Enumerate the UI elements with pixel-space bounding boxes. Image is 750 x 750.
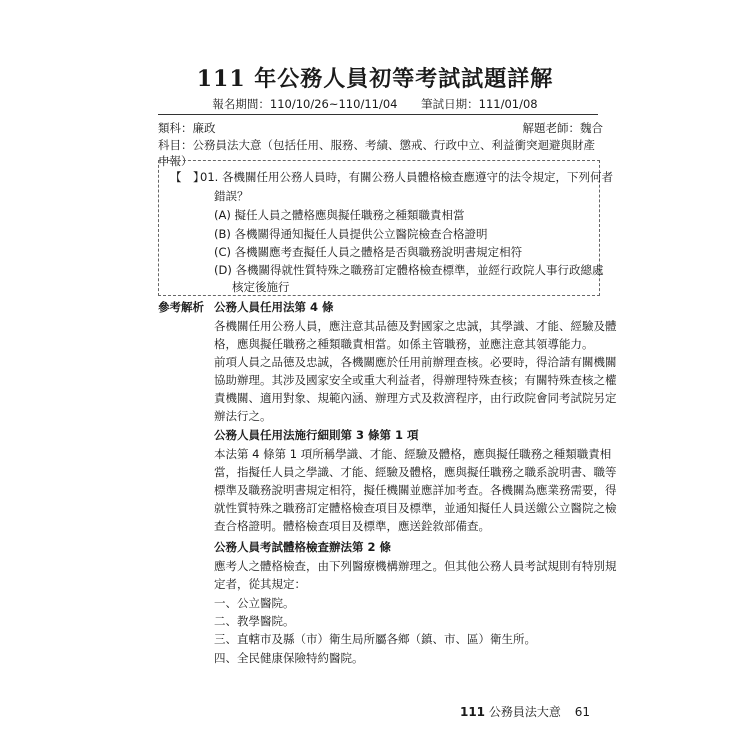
top-rule (158, 114, 598, 115)
option-d-cont: 核定後施行 (232, 280, 290, 294)
section-2-line: 本法第 4 條第 1 項所稱學識、才能、經驗及體格，應與擬任職務之種類職責相 (214, 447, 612, 461)
section-1-line: 協助辦理。其涉及國家安全或重大利益者，得辦理特殊查核；有關特殊查核之權 (214, 373, 617, 387)
section-3-line: 定者，從其規定： (214, 577, 306, 591)
option-d: (D) 各機關得就性質特殊之職務訂定體格檢查標準，並經行政院人事行政總處 (214, 263, 604, 277)
section-1-line: 責機關、適用對象、規範內涵、辦理方式及救濟程序，由行政院會同考試院另定 (214, 391, 617, 405)
analysis-label: 參考解析 (158, 300, 204, 314)
section-1-line: 格，應與擬任職務之種類職責相當。如係主管職務，並應注意其領導能力。 (214, 337, 594, 351)
page-number: 61 (574, 705, 590, 719)
section-2-title: 公務人員任用法施行細則第 3 條第 1 項 (214, 428, 419, 442)
section-3-line: 二、教學醫院。 (214, 614, 295, 628)
section-2-line: 標準及職務說明書規定相符，擬任機關並應詳加考查。各機關為應業務需要，得 (214, 483, 617, 497)
section-1-title: 公務人員任用法第 4 條 (214, 300, 334, 314)
exam-dates (0, 96, 750, 112)
category-row (158, 120, 603, 136)
category-label: 類科：廉政 (158, 121, 216, 135)
section-2-line: 查合格證明。體格檢查項目及標準，應送銓敘部備查。 (214, 519, 490, 533)
section-3-line: 應考人之體格檢查，由下列醫療機構辦理之。但其他公務人員考試規則有特別規 (214, 559, 617, 573)
section-3-line: 四、全民健康保險特約醫院。 (214, 651, 364, 665)
section-1-line: 前項人員之品德及忠誠，各機關應於任用前辦理查核。必要時，得洽請有關機關 (214, 355, 617, 369)
option-c: (C) 各機關應考查擬任人員之體格是否與職務說明書規定相符 (214, 245, 523, 259)
option-a: (A) 擬任人員之體格應與擬任職務之種類職責相當 (214, 208, 465, 222)
question-stem-cont: 錯誤？ (214, 189, 249, 203)
option-b: (B) 各機關得通知擬任人員提供公立醫院檢查合格證明 (214, 227, 488, 241)
section-1-line: 各機關任用公務人員，應注意其品德及對國家之忠誠，其學識、才能、經驗及體 (214, 319, 617, 333)
section-1-line: 辦法行之。 (214, 409, 272, 423)
page-title: 111 年公務人員初等考試試題詳解 (196, 66, 554, 92)
question-stem: 01. 各機關任用公務人員時，有關公務人員體格檢查應遵守的法令規定，下列何者 (200, 170, 613, 184)
teacher-label: 解題老師：魏合 (522, 121, 603, 135)
footer-subject: 公務員法大意 (488, 705, 561, 719)
answer-bracket: 【 】 (170, 170, 205, 184)
section-3-line: 三、直轄市及縣（市）衛生局所屬各鄉（鎮、市、區）衛生所。 (214, 632, 536, 646)
footer-year: 111 (459, 705, 486, 719)
section-3-title: 公務人員考試體格檢查辦法第 2 條 (214, 540, 392, 554)
section-2-line: 當，指擬任人員之學識、才能、經驗及體格，應與擬任職務之職系說明書、職等 (214, 465, 617, 479)
page-footer (460, 703, 590, 720)
section-2-line: 就性質特殊之職務訂定體格檢查項目及標準，並通知擬任人員送繳公立醫院之檢 (214, 501, 617, 515)
registration-period: 報名期間：110/10/26~110/11/04 (212, 97, 398, 111)
section-3-line: 一、公立醫院。 (214, 596, 295, 610)
exam-date: 筆試日期：111/01/08 (421, 97, 538, 111)
subject-label: 科目：公務員法大意（包括任用、服務、考績、懲戒、行政中立、利益衝突迴避與財產申報） (158, 138, 595, 168)
